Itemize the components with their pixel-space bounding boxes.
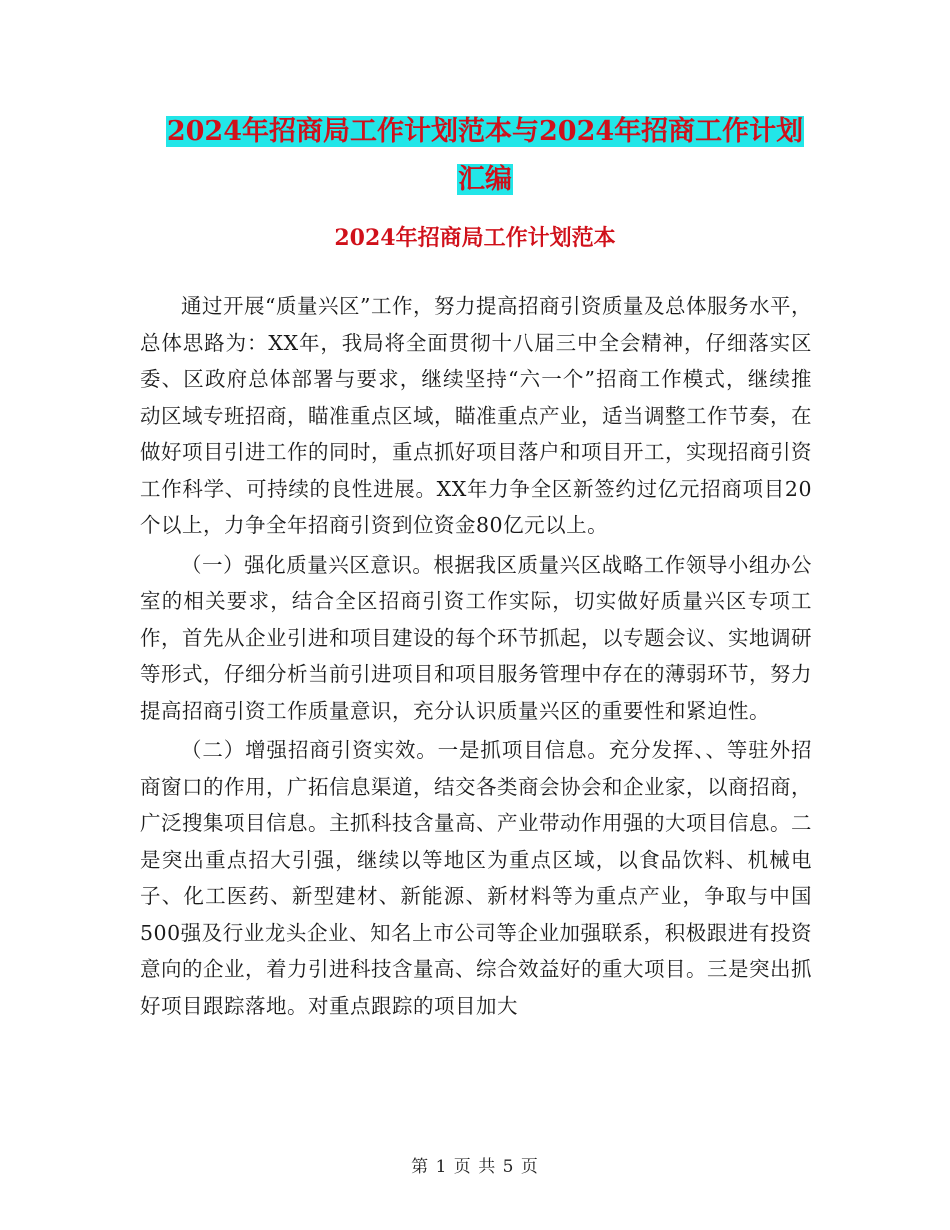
paragraph-intro: 通过开展“质量兴区”工作，努力提高招商引资质量及总体服务水平，总体思路为：XX年，我局将全面贯彻十八届三中全会精神，仔细落实区委、区政府总体部署与要求，继续坚持“六一个”招商工作模式，继续推动区域专班招商，瞄准重点区域，瞄准重点产业，适当调整工作节奏，在做好项目引进工作的同时，重点抓好项目落户和项目开工，实现招商引资工作科学、可持续的良性进展。XX年力争全区新签约过亿元招商项目20个以上，力争全年招商引资到位资金80亿元以上。 (140, 294, 812, 537)
document-title-text: 2024年招商局工作计划范本与2024年招商工作计划汇编 (166, 116, 804, 195)
page-footer: 第 1 页 共 5 页 (411, 1157, 539, 1177)
paragraph-investment-effectiveness: （二）增强招商引资实效。一是抓项目信息。充分发挥、、等驻外招商窗口的作用，广拓信息渠道，结交各类商会协会和企业家，以商招商，广泛搜集项目信息。主抓科技含量高、产业带动作用强的大项目信息。二是突出重点招大引强，继续以等地区为重点区域，以食品饮料、机械电子、化工医药、新型建材、新能源、新材料等为重点产业，争取与中国500强及行业龙头企业、知名上市公司等企业加强联系，积极跟进有投资意向的企业，着力引进科技含量高、综合效益好的重大项目。三是突出抓好项目跟踪落地。对重点跟踪的项目加大 (140, 738, 812, 1018)
document-title (160, 108, 810, 204)
paragraph-quality-awareness: （一）强化质量兴区意识。根据我区质量兴区战略工作领导小组办公室的相关要求，结合全区招商引资工作实际，切实做好质量兴区专项工作，首先从企业引进和项目建设的每个环节抓起，以专题会议、实地调研等形式，仔细分析当前引进项目和项目服务管理中存在的薄弱环节，努力提高招商引资工作质量意识，充分认识质量兴区的重要性和紧迫性。 (140, 552, 812, 723)
document-body (140, 288, 812, 1027)
section-title: 2024年招商局工作计划范本 (334, 225, 616, 251)
